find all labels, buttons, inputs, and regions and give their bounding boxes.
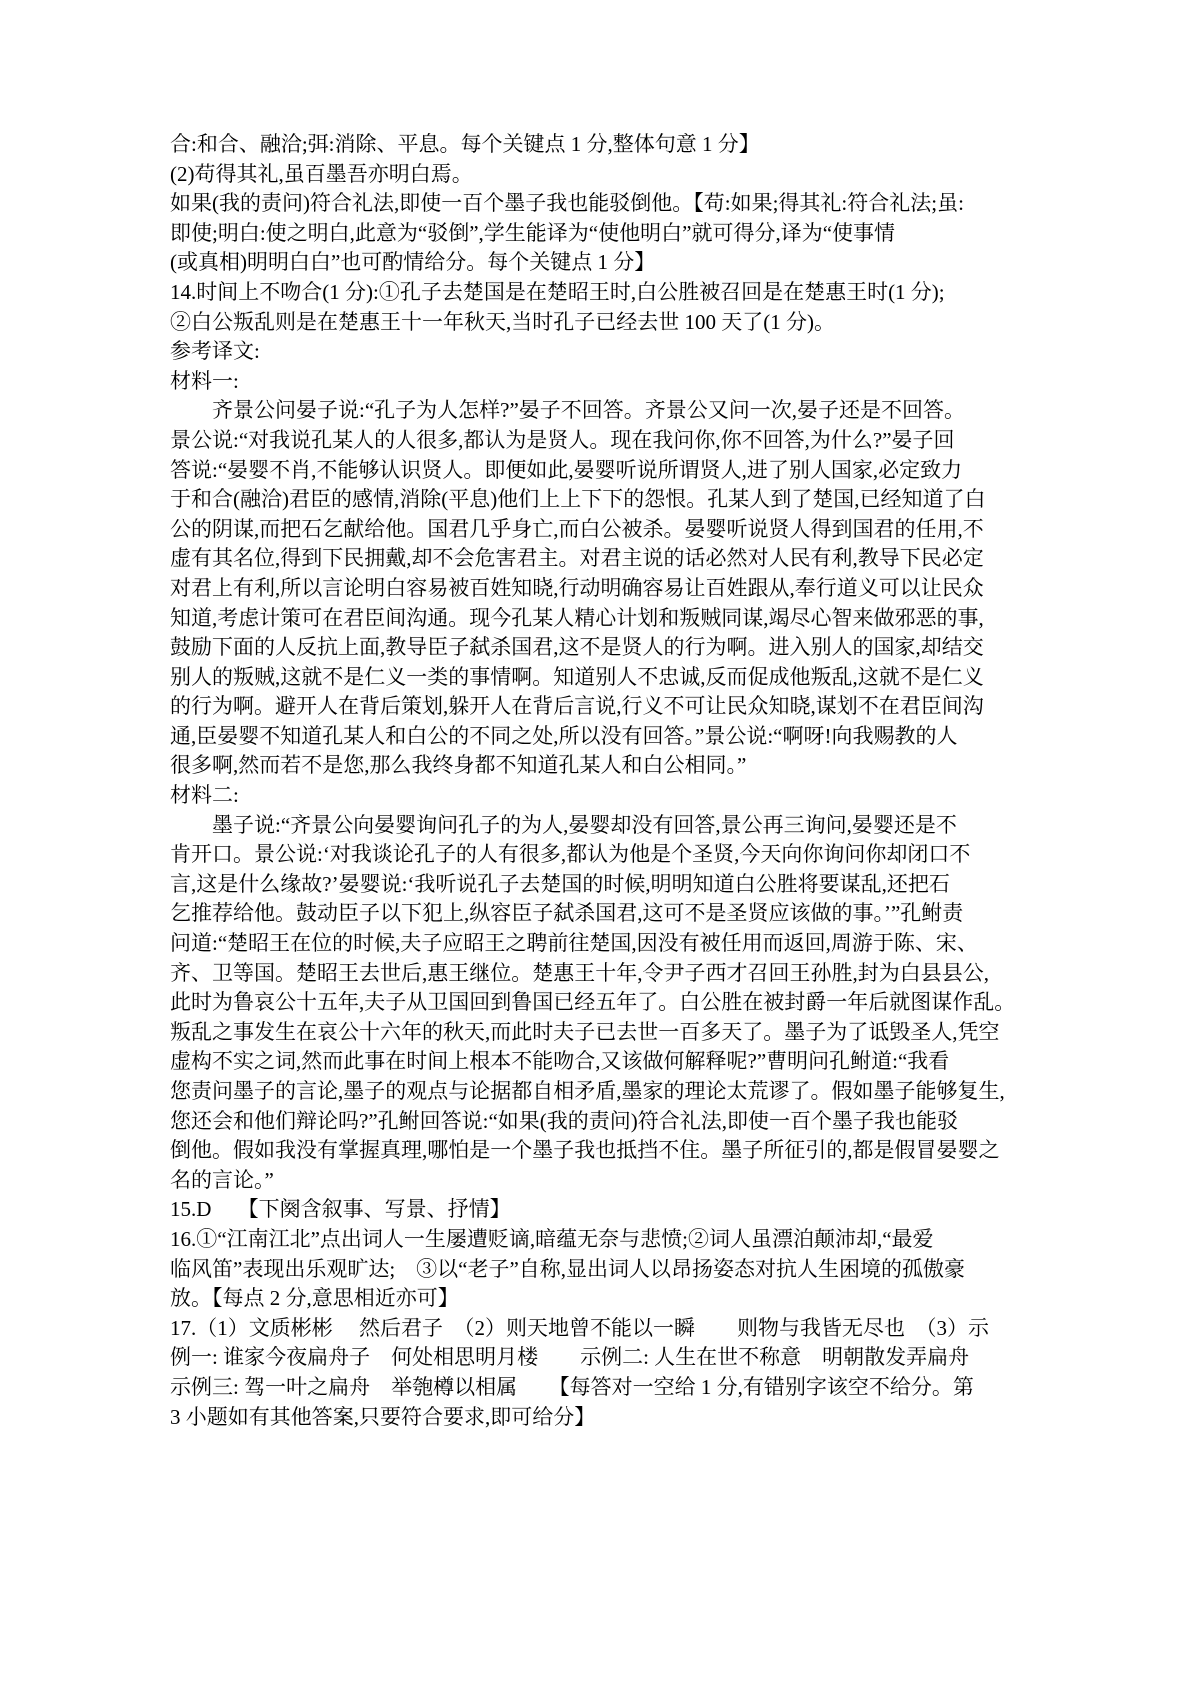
text-line: 名的言论。”: [170, 1167, 274, 1192]
text-line: 叛乱之事发生在哀公十六年的秋天,而此时夫子已去世一百多天了。墨子为了诋毁圣人,凭空: [170, 1019, 1000, 1044]
text-line: 虚构不实之词,然而此事在时间上根本不能吻合,又该做何解释呢?”曹明问孔鲋道:“我看: [170, 1049, 950, 1074]
text-line: 问道:“楚昭王在位的时候,夫子应昭王之聘前往楚国,因没有被任用而返回,周游于陈、宋、: [170, 931, 978, 956]
text-line: 通,臣晏婴不知道孔某人和白公的不同之处,所以没有回答。”景公说:“啊呀!向我赐教的人: [170, 723, 958, 748]
text-line: 别人的叛贼,这就不是仁义一类的事情啊。知道别人不忠诚,反而促成他叛乱,这就不是仁义: [170, 664, 984, 689]
text-line: 您责问墨子的言论,墨子的观点与论据都自相矛盾,墨家的理论太荒谬了。假如墨子能够复生,: [170, 1079, 1005, 1103]
text-line: 景公说:“对我说孔某人的人很多,都认为是贤人。现在我问你,你不回答,为什么?”晏子回: [170, 427, 955, 452]
text-line: 此时为鲁哀公十五年,夫子从卫国回到鲁国已经五年了。白公胜在被封爵一年后就图谋作乱。: [170, 990, 1016, 1015]
text-line: 言,这是什么缘故?’晏婴说:‘我听说孔子去楚国的时候,明明知道白公胜将要谋乱,还把石: [170, 871, 950, 896]
text-line: 公的阴谋,而把石乞献给他。国君几乎身亡,而白公被杀。晏婴听说贤人得到国君的任用,不: [170, 516, 984, 541]
text-line: 17.（1）文质彬彬 然后君子 （2）则天地曾不能以一瞬 则物与我皆无尽也 （3）示: [170, 1315, 989, 1340]
text-line: 肯开口。景公说:‘对我谈论孔子的人有很多,都认为他是个圣贤,今天向你询问你却闭口不: [170, 842, 971, 867]
text-line: 虚有其名位,得到下民拥戴,却不会危害君主。对君主说的话必然对人民有利,教导下民必定: [170, 546, 984, 571]
text-line: 很多啊,然而若不是您,那么我终身都不知道孔某人和白公相同。”: [170, 753, 747, 778]
text-line: 答说:“晏婴不肖,不能够认识贤人。即便如此,晏婴听说所谓贤人,进了别人国家,必定致力: [170, 457, 963, 482]
text-line: (或真相)明明白白”也可酌情给分。每个关键点 1 分】: [170, 250, 656, 275]
text-line: 放。【每点 2 分,意思相近亦可】: [170, 1286, 459, 1311]
text-line: 即使;明白:使之明白,此意为“驳倒”,学生能译为“使他明白”就可得分,译为“使事情: [170, 220, 896, 245]
text-line: 例一: 谁家今夜扁舟子 何处相思明月楼 示例二: 人生在世不称意 明朝散发弄扁舟: [170, 1345, 970, 1370]
text-line: 16.①“江南江北”点出词人一生屡遭贬谪,暗蕴无奈与悲愤;②词人虽漂泊颠沛却,“最爱: [170, 1226, 934, 1251]
text-line: 倒他。假如我没有掌握真理,哪怕是一个墨子我也抵挡不住。墨子所征引的,都是假冒晏婴之: [170, 1138, 1000, 1163]
text-line: 齐、卫等国。楚昭王去世后,惠王继位。楚惠王十年,令尹子西才召回王孙胜,封为白县县公,: [170, 960, 989, 985]
text-line: 对君上有利,所以言论明白容易被百姓知晓,行动明确容易让百姓跟从,奉行道义可以让民众: [170, 575, 984, 600]
text-line: 临风笛”表现出乐观旷达; ③以“老子”自称,显出词人以昂扬姿态对抗人生困境的孤傲豪: [170, 1256, 966, 1281]
text-line: 14.时间上不吻合(1 分):①孔子去楚国是在楚昭王时,白公胜被召回是在楚惠王时(1 分);: [170, 279, 945, 304]
text-line: 的行为啊。避开人在背后策划,躲开人在背后言说,行义不可让民众知晓,谋划不在君臣间沟: [170, 694, 984, 719]
text-line: 知道,考虑计策可在君臣间沟通。现今孔某人精心计划和叛贼同谋,竭尽心智来做邪恶的事,: [170, 605, 984, 630]
text-line: 鼓励下面的人反抗上面,教导臣子弑杀国君,这不是贤人的行为啊。进入别人的国家,却结交: [170, 635, 984, 660]
text-line: 乞推荐给他。鼓动臣子以下犯上,纵容臣子弑杀国君,这可不是圣贤应该做的事。’”孔鲋责: [170, 901, 964, 926]
text-line: 如果(我的责问)符合礼法,即使一百个墨子我也能驳倒他。【苟:如果;得其礼:符合礼法;虽:: [170, 191, 964, 216]
text-line: 材料二:: [170, 783, 239, 808]
text-line: ②白公叛乱则是在楚惠王十一年秋天,当时孔子已经去世 100 天了(1 分)。: [170, 309, 835, 334]
text-line: 合:和合、融洽;弭:消除、平息。每个关键点 1 分,整体句意 1 分】: [170, 132, 760, 156]
text-line: 材料一:: [170, 368, 239, 393]
text-line: 您还会和他们辩论吗?”孔鲋回答说:“如果(我的责问)符合礼法,即使一百个墨子我也能驳: [170, 1108, 959, 1133]
text-line: 参考译文:: [170, 339, 260, 364]
text-line: 墨子说:“齐景公向晏婴询问孔子的为人,晏婴却没有回答,景公再三询问,晏婴还是不: [170, 812, 957, 837]
text-line: 15.D 【下阕含叙事、写景、抒情】: [170, 1197, 511, 1222]
text-line: 于和合(融洽)君臣的感情,消除(平息)他们上上下下的怨恨。孔某人到了楚国,已经知道了白: [170, 487, 986, 512]
document-body: [170, 130, 1032, 1432]
text-line: 3 小题如有其他答案,只要符合要求,即可给分】: [170, 1404, 596, 1429]
text-line: 示例三: 驾一叶之扁舟 举匏樽以相属 【每答对一空给 1 分,有错别字该空不给分。第: [170, 1374, 974, 1399]
text-line: (2)苟得其礼,虽百墨吾亦明白焉。: [170, 161, 473, 186]
text-line: 齐景公问晏子说:“孔子为人怎样?”晏子不回答。齐景公又问一次,晏子还是不回答。: [170, 398, 966, 423]
